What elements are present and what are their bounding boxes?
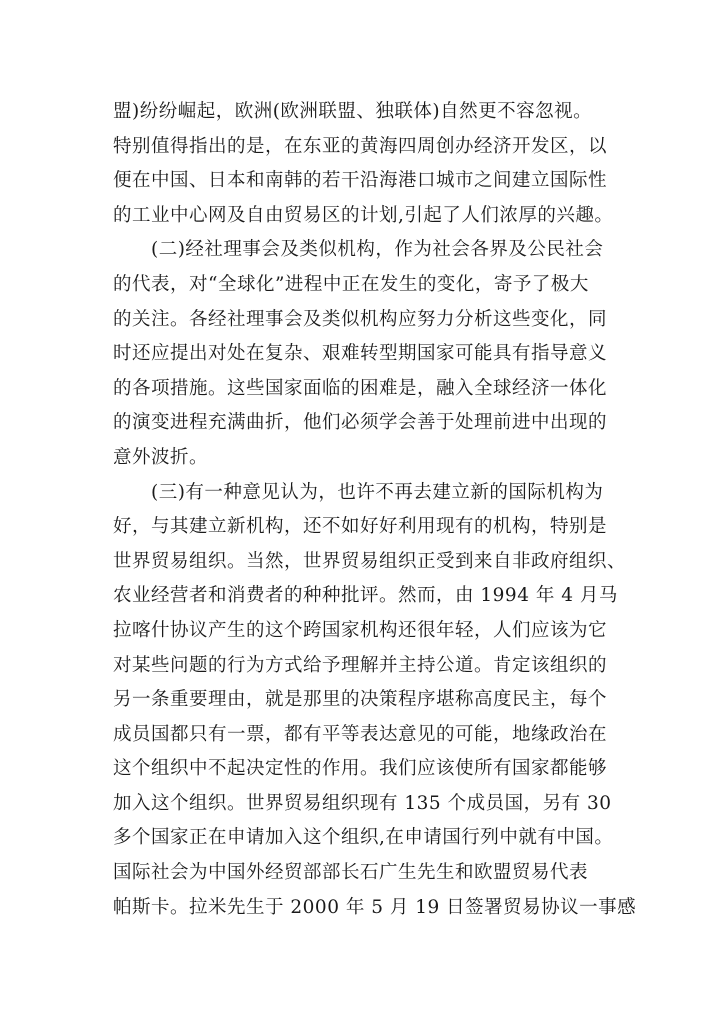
text-line: 特别值得指出的是，在东亚的黄海四周创办经济开发区，以 [113, 135, 608, 157]
text-line: 好，与其建立新机构，还不如好好利用现有的机构，特别是 [113, 516, 608, 538]
text-line: 意外波折。 [113, 446, 209, 468]
text-line: 的工业中心网及自由贸易区的计划,引起了人们浓厚的兴趣。 [113, 204, 614, 226]
text-line: 的代表，对“全球化”进程中正在发生的变化，寄予了极大 [113, 273, 589, 295]
text-line: 拉喀什协议产生的这个跨国家机构还很年轻，人们应该为它 [113, 619, 608, 641]
text-line: 世界贸易组织。当然，世界贸易组织正受到来自非政府组织、 [113, 550, 627, 572]
text-line: 的各项措施。这些国家面临的困难是，融入全球经济一体化 [113, 377, 608, 399]
text-line: 多个国家正在申请加入这个组织,在申请国行列中就有中国。 [113, 827, 614, 849]
text-line: 成员国都只有一票，都有平等表达意见的可能，地缘政治在 [113, 723, 608, 745]
text-line: 另一条重要理由，就是那里的决策程序堪称高度民主，每个 [113, 689, 608, 711]
text-line: 帕斯卡。拉米先生于 2000 年 5 月 19 日签署贸易协议一事感 [113, 896, 637, 918]
text-line: 对某些问题的行为方式给予理解并主持公道。肯定该组织的 [113, 654, 608, 676]
text-line: 这个组织中不起决定性的作用。我们应该使所有国家都能够 [113, 758, 608, 780]
text-line: 农业经营者和消费者的种种批评。然而，由 1994 年 4 月马 [113, 585, 618, 607]
document-body-text [113, 95, 637, 925]
text-line: 加入这个组织。世界贸易组织现有 135 个成员国，另有 30 [113, 792, 612, 814]
text-line: (二)经社理事会及类似机构，作为社会各界及公民社会 [151, 239, 604, 261]
text-line: 盟)纷纷崛起，欧洲(欧洲联盟、独联体)自然更不容忽视。 [113, 101, 593, 122]
text-line: 的关注。各经社理事会及类似机构应努力分析这些变化，同 [113, 308, 608, 330]
text-line: 便在中国、日本和南韩的若干沿海港口城市之间建立国际性 [113, 170, 608, 192]
text-line: 的演变进程充满曲折，他们必须学会善于处理前进中出现的 [113, 412, 608, 434]
text-line: (三)有一种意见认为，也许不再去建立新的国际机构为 [151, 481, 604, 503]
text-line: 时还应提出对处在复杂、艰难转型期国家可能具有指导意义 [113, 343, 608, 365]
text-line: 国际社会为中国外经贸部部长石广生先生和欧盟贸易代表 [113, 862, 589, 884]
